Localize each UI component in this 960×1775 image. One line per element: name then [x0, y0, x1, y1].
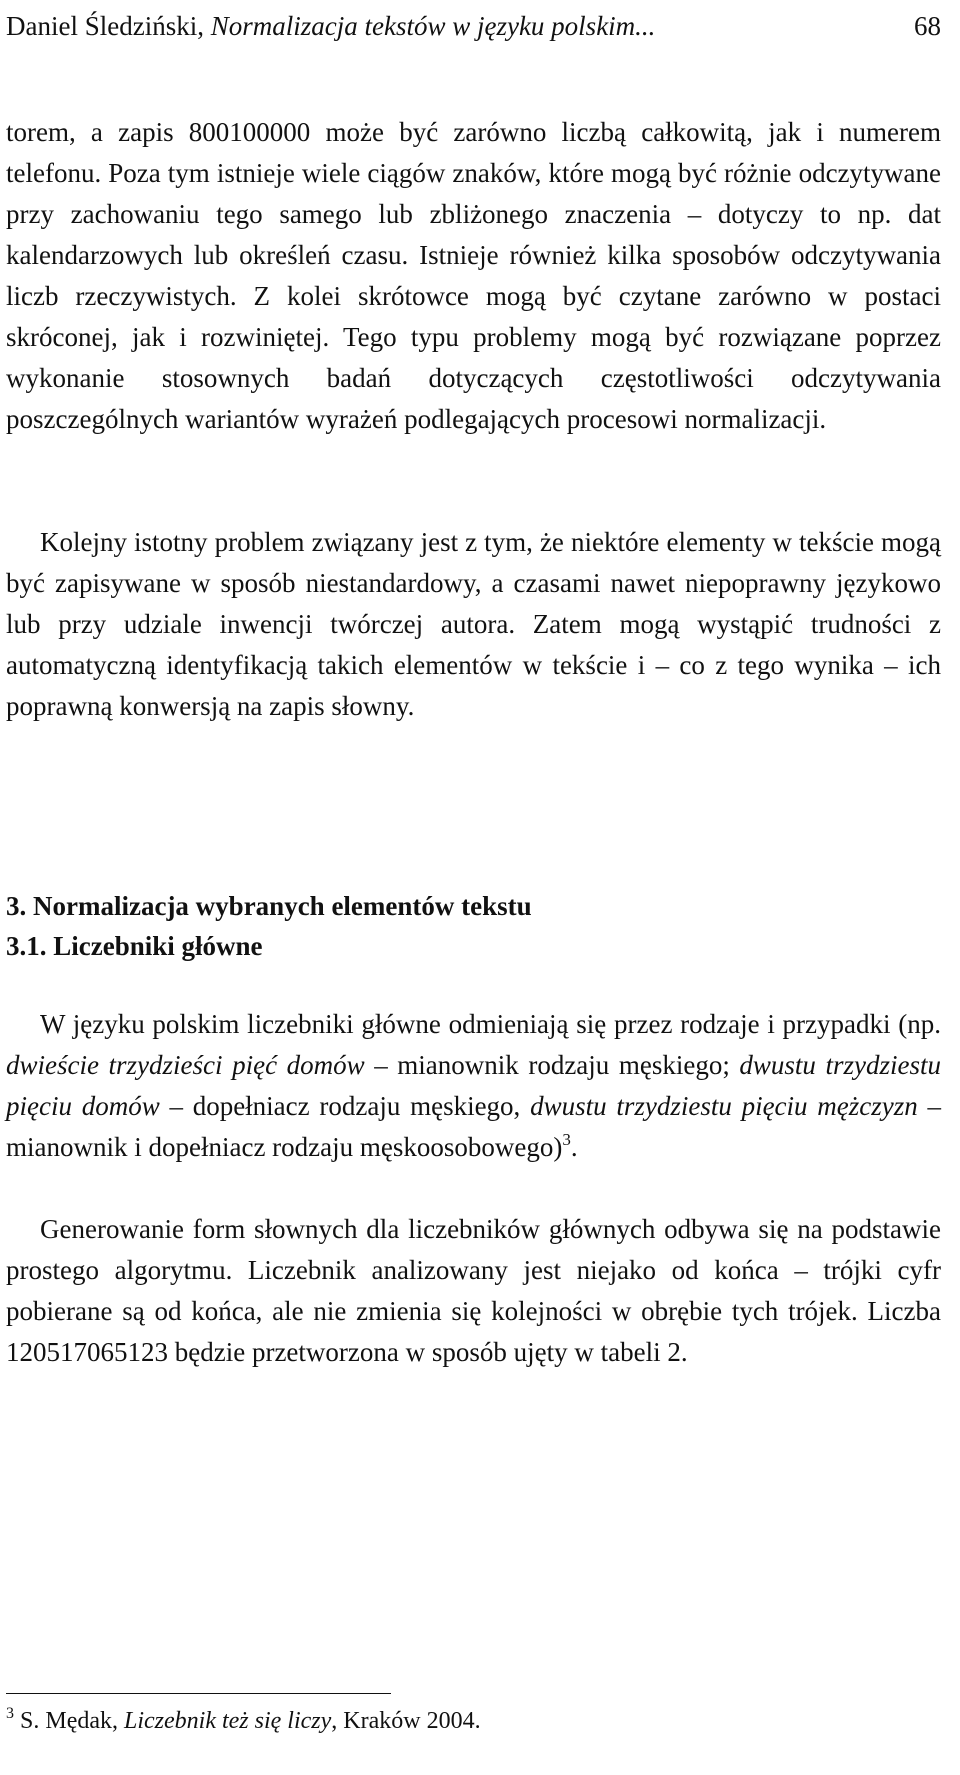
- paragraph-1: torem, a zapis 800100000 może być zarówno liczbą całkowitą, jak i numerem telefonu. Poza tym istnieje wiele ciągów znaków, które mogą być różnie odczytywane przy zachowaniu tego samego lub zbliżonego znaczenia – dotyczy to np. dat kalendarzowych lub określeń czasu. Istnieje również kilka sposobów odczytywania liczb rzeczywistych. Z kolei skrótowce mogą być czytane zarówno w postaci skróconej, jak i rozwiniętej. Tego typu problemy mogą być rozwiązane poprzez wykonanie stosownych badań dotyczących częstotliwości odczytywania poszczególnych wariantów wyrażeń podlegających procesowi normalizacji.: [6, 117, 941, 434]
- example-genitive-masculine: dwustu trzydziestu pięciu domów: [6, 1050, 941, 1121]
- example-masculine-personal: dwustu trzydziestu pięciu mężczyzn: [530, 1091, 918, 1121]
- paragraph-2: Kolejny istotny problem związany jest z tym, że niektóre elementy w tekście mogą być zapisywane w sposób niestandardowy, a czasami nawet niepoprawny językowo lub przy udziale inwencji twórczej autora. Zatem mogą wystąpić trudności z automatyczną identyfikacją takich elementów w tekście i – co z tego wynika – ich poprawną konwersją na zapis słowny.: [6, 527, 941, 721]
- footnote-title: Liczebnik też się liczy: [124, 1708, 332, 1734]
- footnote-author: S. Mędak,: [14, 1708, 124, 1734]
- paragraph-3-text-1: W języku polskim liczebniki główne odmieniają się przez rodzaje i przypadki (np.: [40, 1009, 941, 1039]
- paragraph-3-text-2: – mianownik rodzaju męskiego;: [364, 1050, 740, 1080]
- paragraph-3: [6, 1004, 941, 1168]
- paragraph-4: Generowanie form słownych dla liczebników głównych odbywa się na podstawie prostego algorytmu. Liczebnik analizowany jest niejako od końca – trójki cyfr pobierane są od końca, ale nie zmienia się kolejności w obrębie tych trójek. Liczba 120517065123 będzie przetworzona w sposób ujęty w tabeli 2.: [6, 1214, 941, 1367]
- subsection-heading-3-1: 3.1. Liczebniki główne: [6, 931, 263, 961]
- footnote-number: 3: [6, 1705, 14, 1722]
- running-header: [6, 4, 941, 48]
- document-page: [6, 0, 954, 1775]
- paragraph-3-text-5: .: [570, 1132, 578, 1162]
- section-heading-3: 3. Normalizacja wybranych elementów tekstu: [6, 891, 532, 921]
- example-nominative-masculine: dwieście trzydzieści pięć domów: [6, 1050, 365, 1080]
- footnote-separator: [6, 1693, 391, 1694]
- footnote-publication: , Kraków 2004.: [331, 1708, 481, 1734]
- paragraph-3-text-3: – dopełniacz rodzaju męskiego,: [159, 1091, 531, 1121]
- page-number: 68: [914, 11, 941, 41]
- footnote-3: [6, 1703, 941, 1739]
- header-title: Normalizacja tekstów w języku polskim...: [210, 11, 656, 41]
- paragraph-3-text-4: – mianownik i dopełniacz rodzaju męskoosobowego): [6, 1091, 941, 1162]
- header-author: Daniel Śledziński,: [6, 11, 211, 41]
- footnote-reference[interactable]: 3: [562, 1130, 571, 1149]
